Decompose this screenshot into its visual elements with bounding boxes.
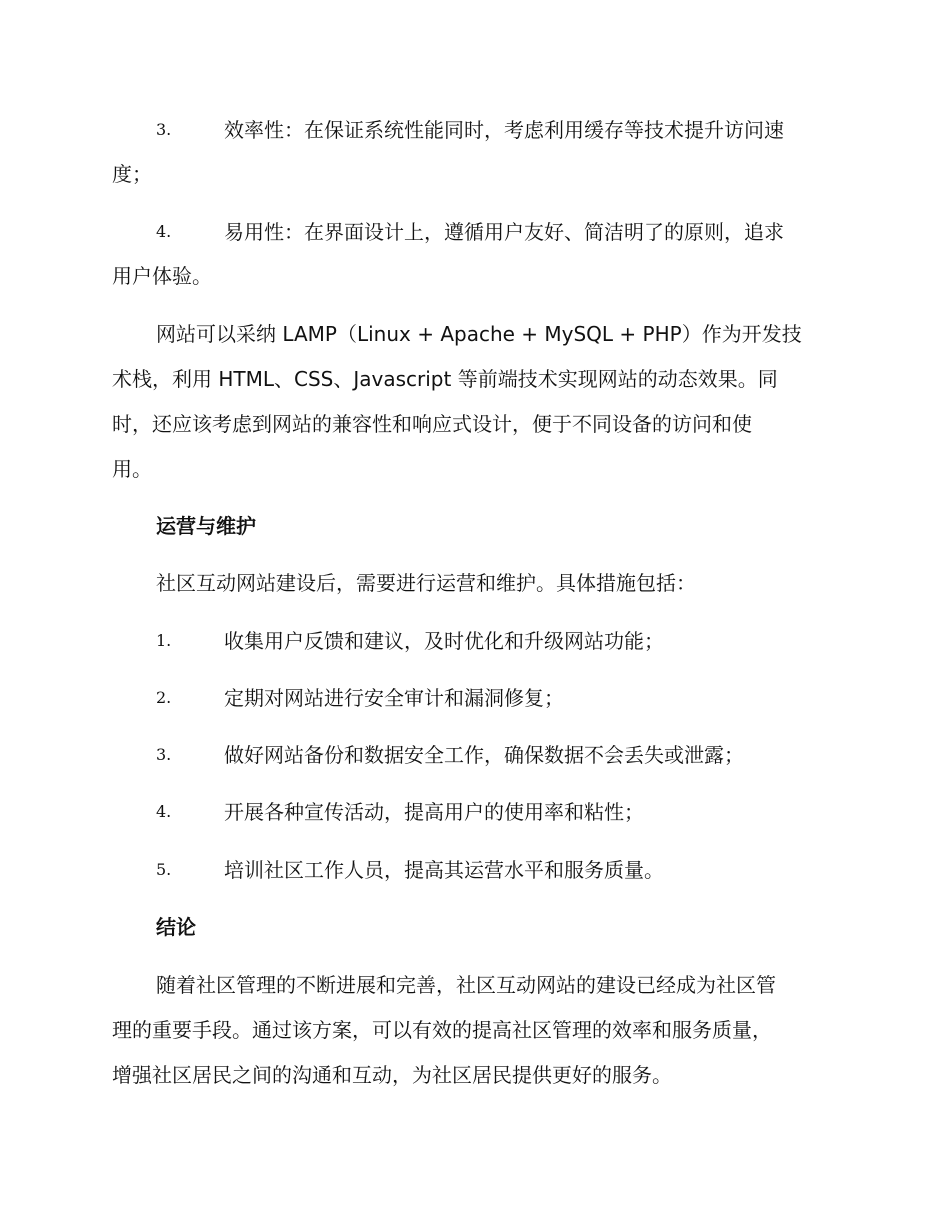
list-number: 3. [156,120,172,139]
list-number: 4. [156,802,172,821]
list-number: 3. [156,745,172,764]
paragraph-line: 术栈，利用 HTML、CSS、Javascript 等前端技术实现网站的动态效果。同 [112,367,778,391]
list-item-text: 开展各种宣传活动，提高用户的使用率和粘性； [224,800,644,824]
paragraph-line: 用。 [112,457,152,481]
list-item-text: 做好网站备份和数据安全工作，确保数据不会丢失或泄露； [224,743,744,767]
list-number: 5. [156,860,172,879]
list-item-text: 收集用户反馈和建议，及时优化和升级网站功能； [224,629,664,653]
list-item-text: 用户体验。 [112,264,212,288]
list-number: 4. [156,222,172,241]
paragraph-line: 理的重要手段。通过该方案，可以有效的提高社区管理的效率和服务质量， [112,1018,772,1042]
paragraph-line: 增强社区居民之间的沟通和互动，为社区居民提供更好的服务。 [112,1063,672,1087]
section-intro: 社区互动网站建设后，需要进行运营和维护。具体措施包括： [156,571,696,595]
list-item-text: 度； [112,162,152,186]
section-heading: 结论 [156,915,196,939]
list-item-text: 培训社区工作人员，提高其运营水平和服务质量。 [224,858,664,882]
list-item-text: 定期对网站进行安全审计和漏洞修复； [224,686,564,710]
list-number: 1. [156,631,172,650]
paragraph-line: 时，还应该考虑到网站的兼容性和响应式设计，便于不同设备的访问和使 [112,412,752,436]
section-heading: 运营与维护 [156,514,256,538]
list-item-text: 效率性：在保证系统性能同时，考虑利用缓存等技术提升访问速 [224,118,784,142]
list-item-text: 易用性：在界面设计上，遵循用户友好、简洁明了的原则，追求 [224,220,784,244]
paragraph-line: 随着社区管理的不断进展和完善，社区互动网站的建设已经成为社区管 [156,973,776,997]
list-number: 2. [156,688,172,707]
paragraph-line: 网站可以采纳 LAMP（Linux + Apache + MySQL + PHP）作为开发技 [156,322,802,346]
